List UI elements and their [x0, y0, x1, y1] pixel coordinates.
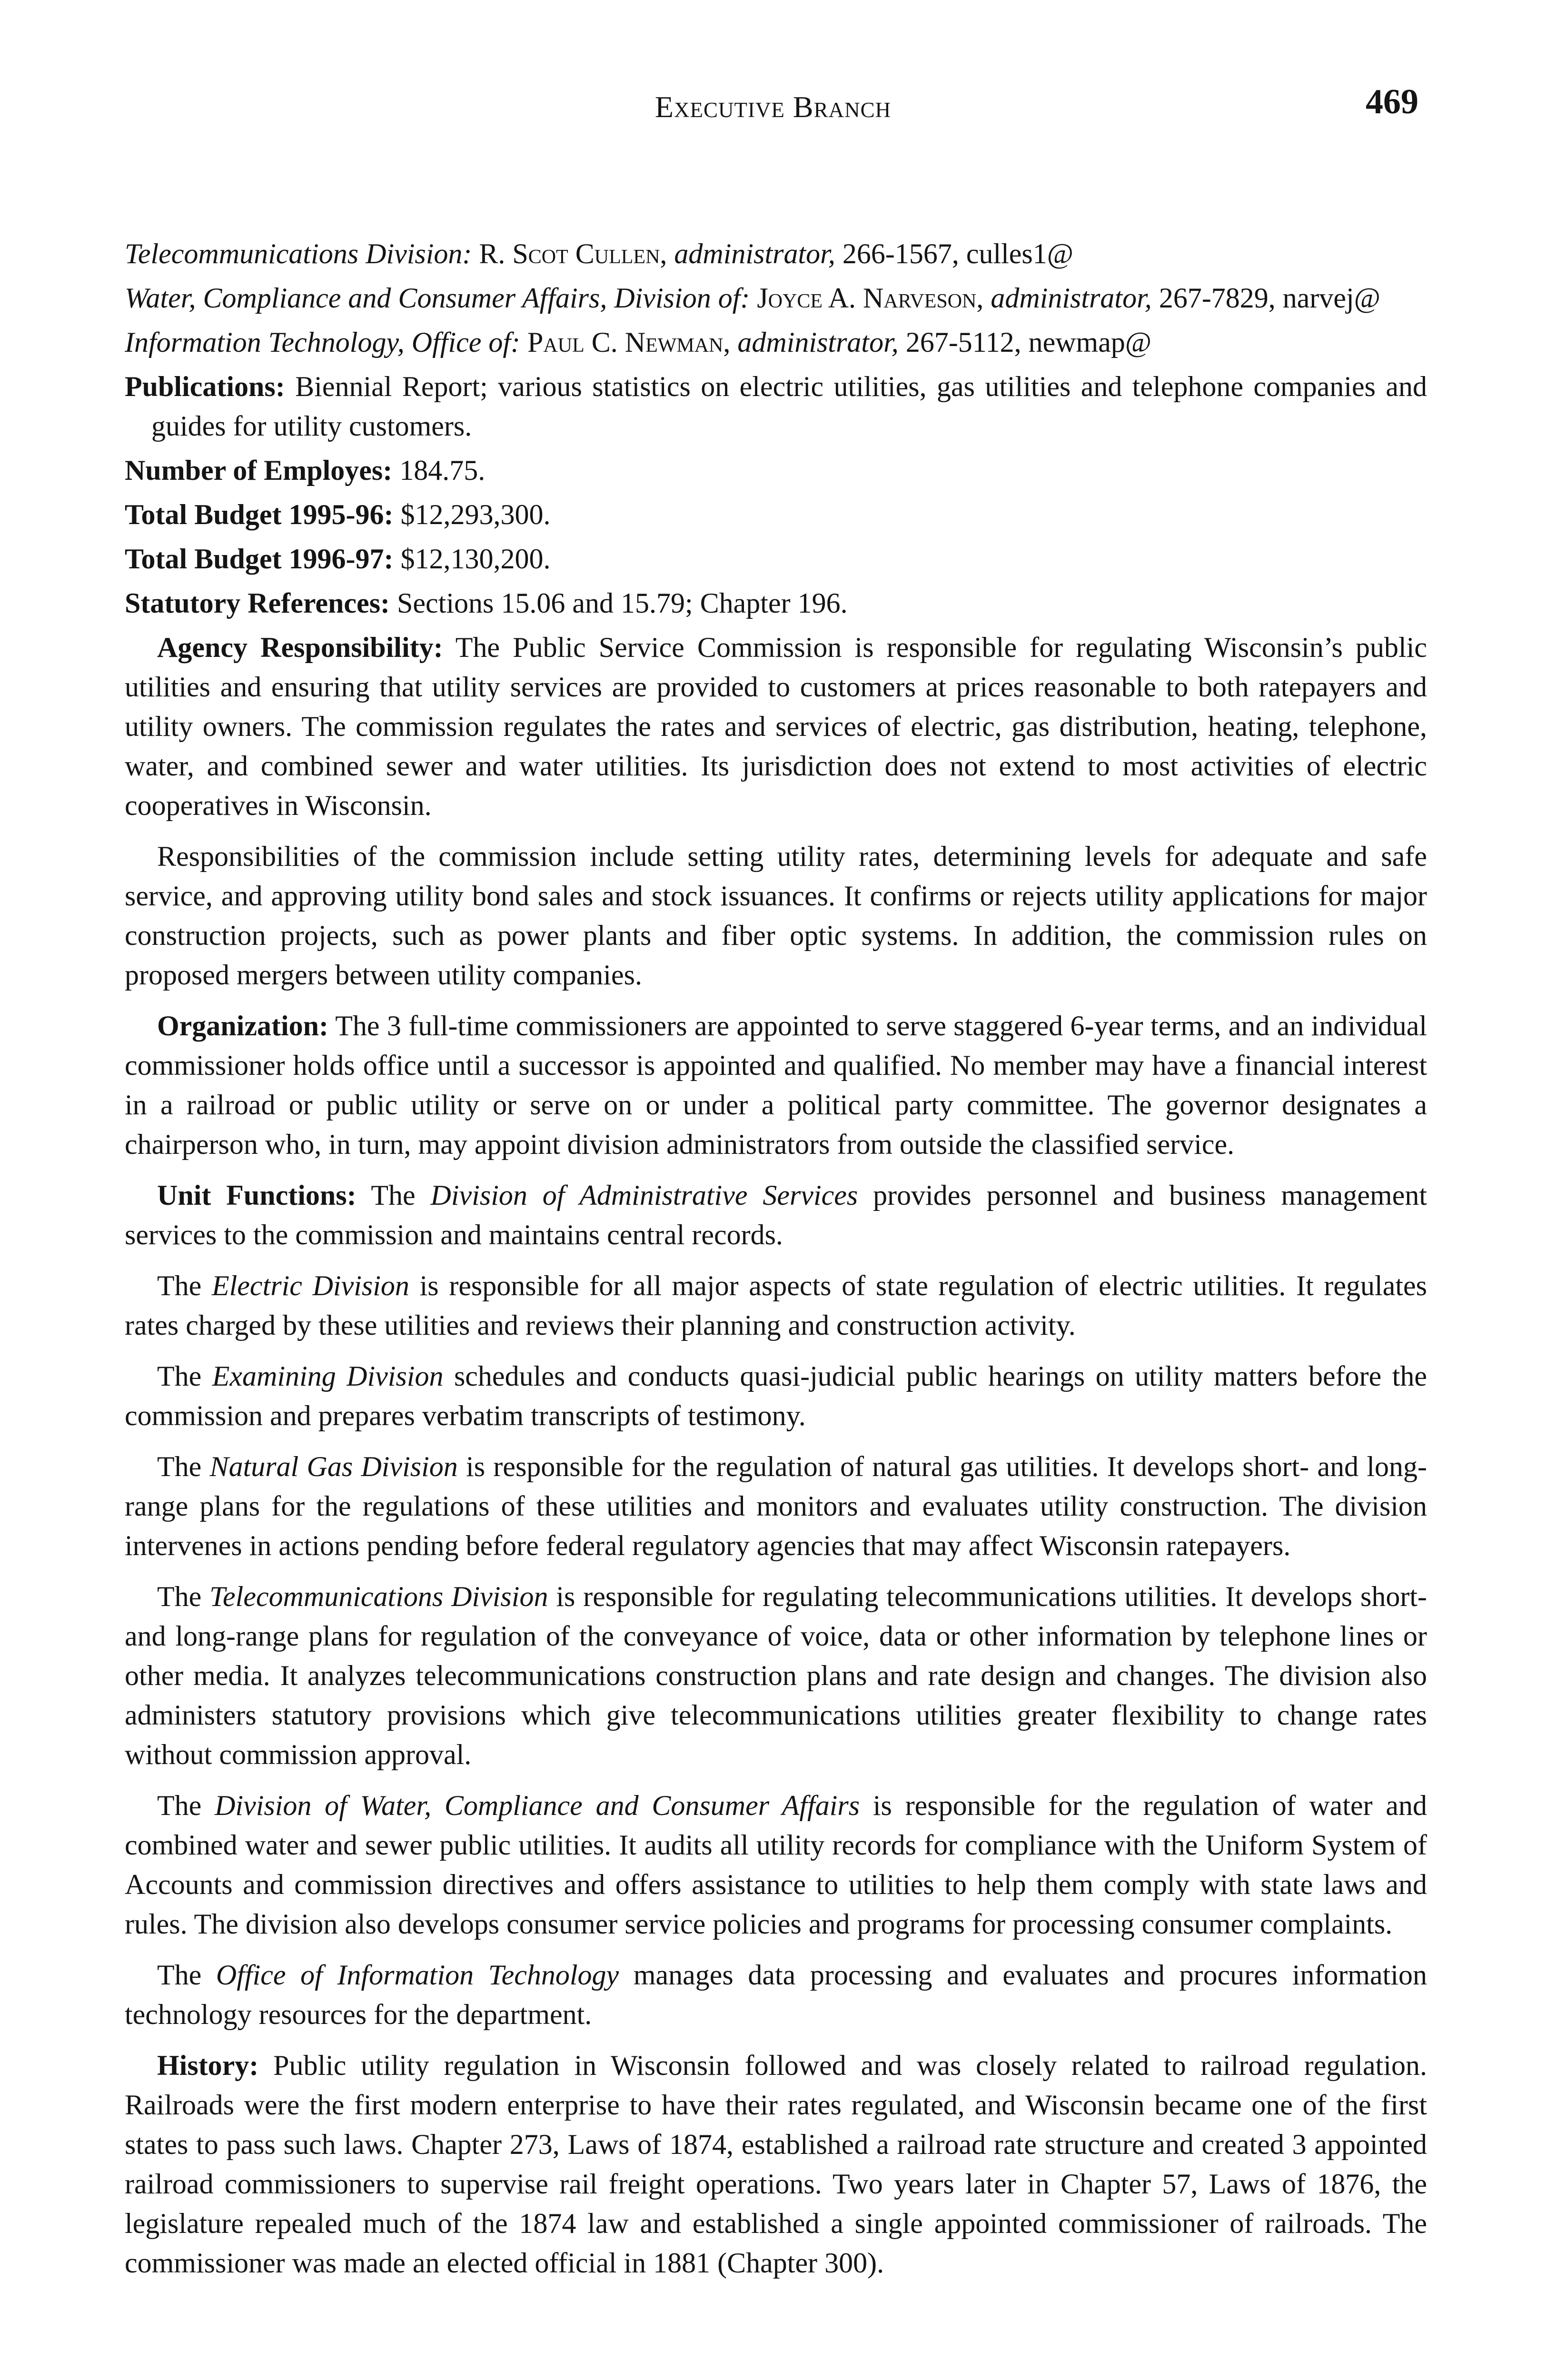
running-head: Executive Branch [654, 90, 892, 124]
unit-name: Examining Division [212, 1360, 444, 1392]
staff-name: Paul C. Newman, [527, 327, 731, 358]
statutory-references-entry [125, 584, 1427, 623]
fact-value: Sections 15.06 and 15.79; Chapter 196. [397, 587, 848, 619]
fact-value: $12,130,200. [400, 543, 551, 575]
budget-1996-entry [125, 539, 1427, 579]
paragraph-text: Responsibilities of the commission include setting utility rates, determining levels for adequate and safe service, and approving utility bond sales and stock issuances. It confirms or rejects utility applications for major construction projects, such as power plants and fiber optic systems. In addition, the commission rules on proposed mergers between utility companies. [125, 841, 1427, 991]
staff-unit: Telecommunications Division: [125, 238, 472, 269]
staff-entry-telecommunications [125, 234, 1427, 274]
paragraph-text: Public utility regulation in Wisconsin followed and was closely related to railroad regulation. Railroads were the first modern enterprise to have their rates regulated, and Wisconsin became one of the first states to pass such laws. Chapter 273, Laws of 1874, established a railroad rate structure and created 3 appointed railroad commissioners to supervise rail freight operations. Two years later in Chapter 57, Laws of 1876, the legislature repealed much of the 1874 law and established a single appointed commissioner of railroads. The commissioner was made an elected official in 1881 (Chapter 300). [125, 2050, 1427, 2279]
staff-role: administrator, [991, 282, 1152, 314]
fact-value: $12,293,300. [400, 499, 551, 530]
staff-role: administrator, [674, 238, 835, 269]
fact-label: Statutory References: [125, 587, 390, 619]
unit-name: Natural Gas Division [209, 1451, 458, 1482]
paragraph-text: manages data processing and evaluates and procures information technology resources for the department. [125, 1959, 1427, 2030]
water-division-paragraph [125, 1786, 1427, 1944]
paragraph-pre: The [371, 1180, 416, 1211]
section-heading: Organization: [157, 1010, 328, 1041]
fact-label: Total Budget 1996-97: [125, 543, 394, 575]
staff-name: Joyce A. Narveson, [757, 282, 984, 314]
staff-name: R. Scot Cullen, [479, 238, 667, 269]
paragraph-pre: The [157, 1451, 202, 1482]
paragraph-text: is responsible for regulating telecommunications utilities. It develops short- and long-range plans for regulation of the conveyance of voice, data or other information by telephone lines or other media. It analyzes telecommunications construction plans and rate design and changes. The division also administers statutory provisions which give telecommunications utilities greater flexibility to change rates without commission approval. [125, 1581, 1427, 1770]
agency-responsibility-paragraph [125, 628, 1427, 825]
staff-unit: Water, Compliance and Consumer Affairs, Division of: [125, 282, 750, 314]
history-paragraph [125, 2046, 1427, 2283]
paragraph-text: provides personnel and business management services to the commission and maintains central records. [125, 1180, 1427, 1250]
fact-label: Publications: [125, 371, 285, 402]
paragraph-pre: The [157, 1959, 202, 1991]
staff-contact: 267-7829, narvej@ [1159, 282, 1380, 314]
information-technology-paragraph [125, 1955, 1427, 2034]
fact-value: 184.75. [399, 455, 486, 486]
unit-name: Office of Information Technology [216, 1959, 619, 1991]
staff-entry-information-technology [125, 323, 1427, 362]
natural-gas-division-paragraph [125, 1447, 1427, 1566]
paragraph-text: is responsible for all major aspects of state regulation of electric utilities. It regulates rates charged by these utilities and reviews their planning and construction activity. [125, 1270, 1427, 1341]
staff-entry-water-compliance [125, 278, 1427, 318]
organization-paragraph [125, 1006, 1427, 1164]
electric-division-paragraph [125, 1266, 1427, 1345]
section-heading: Unit Functions: [157, 1180, 357, 1211]
section-heading: History: [157, 2050, 259, 2081]
examining-division-paragraph [125, 1357, 1427, 1436]
publications-entry [125, 367, 1427, 446]
staff-contact: 267-5112, newmap@ [905, 327, 1152, 358]
employees-entry [125, 451, 1427, 490]
responsibilities-paragraph [125, 837, 1427, 995]
paragraph-text: The Public Service Commission is responsible for regulating Wisconsin’s public utilities and ensuring that utility services are provided to customers at prices reasonable to both ratepayers and utility owners. The commission regulates the rates and services of electric, gas distribution, heating, telephone, water, and combined sewer and water utilities. Its jurisdiction does not extend to most activities of electric cooperatives in Wisconsin. [125, 632, 1427, 821]
paragraph-pre: The [157, 1270, 202, 1301]
paragraph-text: is responsible for the regulation of natural gas utilities. It develops short- and long-range plans for the regulations of these utilities and monitors and evaluates utility construction. The division intervenes in actions pending before federal regulatory agencies that may affect Wisconsin ratepayers. [125, 1451, 1427, 1561]
paragraph-text: schedules and conducts quasi-judicial public hearings on utility matters before the commission and prepares verbatim transcripts of testimony. [125, 1360, 1427, 1431]
telecommunications-division-paragraph [125, 1577, 1427, 1775]
paragraph-text: is responsible for the regulation of water and combined water and sewer public utilities. It audits all utility records for compliance with the Uniform System of Accounts and commission directives and offers assistance to utilities to help them comply with state laws and rules. The division also develops consumer service policies and programs for processing consumer complaints. [125, 1790, 1427, 1940]
unit-name: Telecommunications Division [209, 1581, 548, 1612]
unit-name: Division of Administrative Services [430, 1180, 858, 1211]
unit-name: Division of Water, Compliance and Consumer Affairs [215, 1790, 860, 1821]
budget-1995-entry [125, 495, 1427, 535]
page-number: 469 [1366, 82, 1418, 121]
paragraph-pre: The [157, 1790, 202, 1821]
unit-name: Electric Division [211, 1270, 409, 1301]
paragraph-pre: The [157, 1581, 202, 1612]
paragraph-pre: The [157, 1360, 202, 1392]
fact-value: Biennial Report; various statistics on electric utilities, gas utilities and telephone companies and guides for utility customers. [151, 371, 1427, 442]
staff-role: administrator, [737, 327, 899, 358]
unit-functions-paragraph [125, 1176, 1427, 1255]
paragraph-text: The 3 full-time commissioners are appointed to serve staggered 6-year terms, and an individual commissioner holds office until a successor is appointed and qualified. No member may have a financial interest in a railroad or public utility or serve on or under a political party committee. The governor designates a chairperson who, in turn, may appoint division administrators from outside the classified service. [125, 1010, 1427, 1160]
staff-contact: 266-1567, culles1@ [842, 238, 1074, 269]
page-body [125, 234, 1427, 2294]
section-heading: Agency Responsibility: [157, 632, 443, 663]
fact-label: Number of Employes: [125, 455, 393, 486]
fact-label: Total Budget 1995-96: [125, 499, 394, 530]
staff-unit: Information Technology, Office of: [125, 327, 521, 358]
